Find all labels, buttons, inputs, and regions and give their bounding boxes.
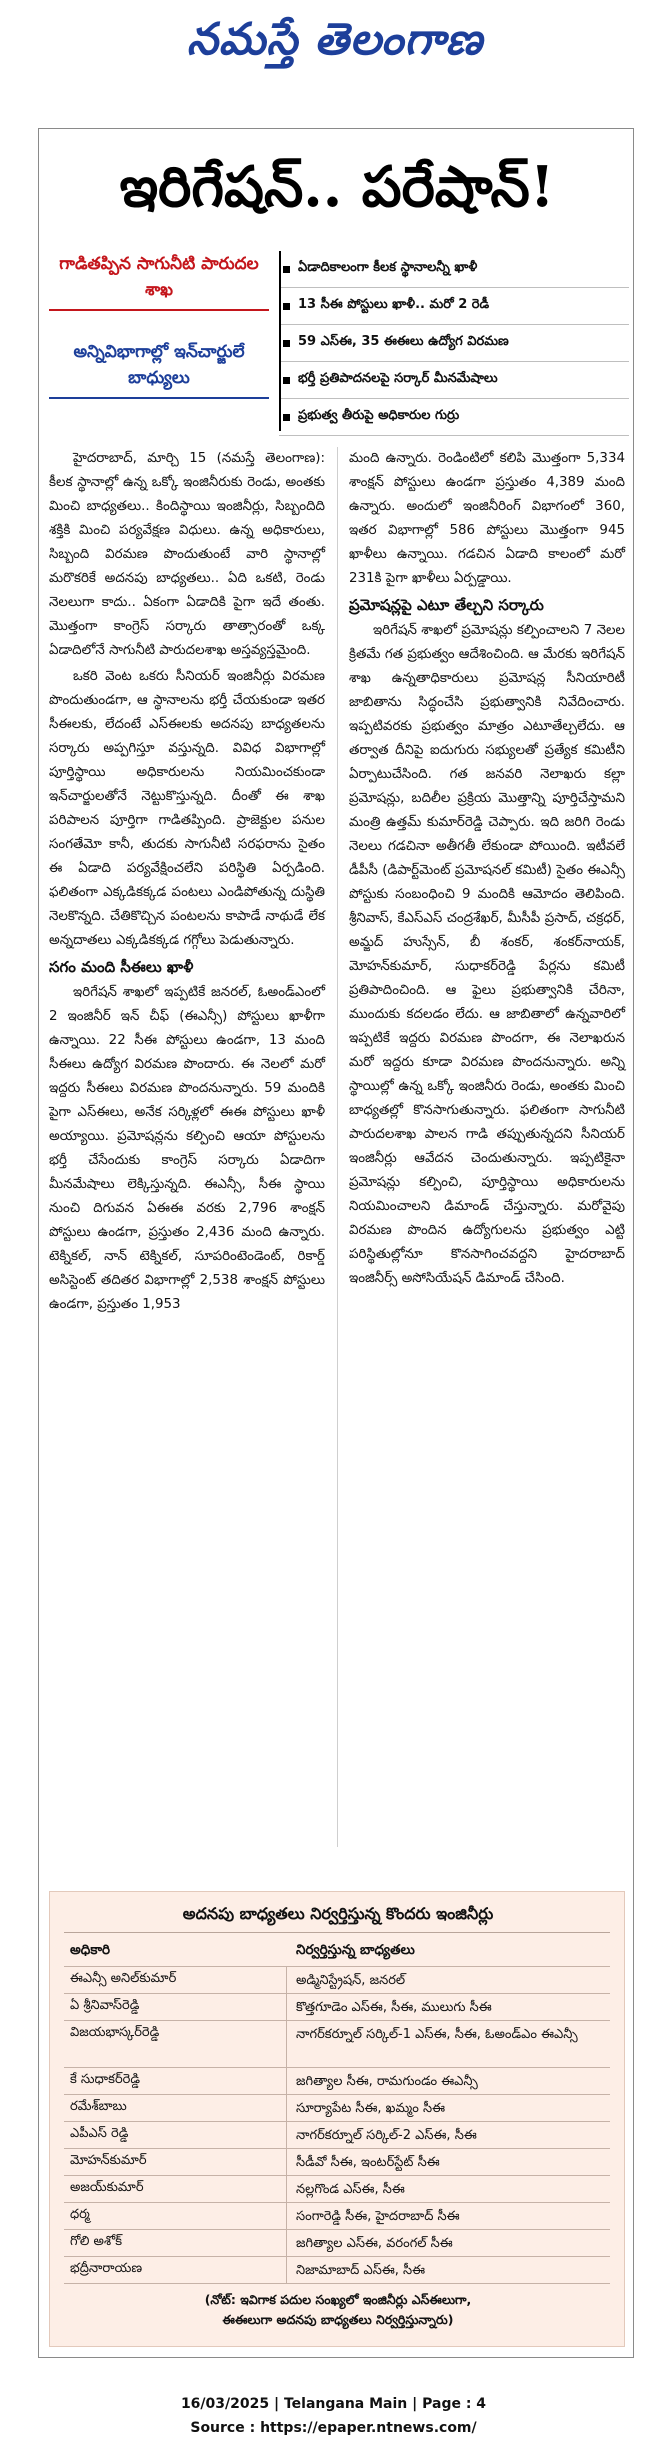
- highlights-list: [279, 251, 629, 436]
- cell-divider: [286, 2257, 287, 2283]
- table-header: [64, 1942, 610, 1964]
- header-duties: నిర్వర్తిస్తున్న బాధ్యతలు: [296, 1942, 415, 1958]
- square-bullet-icon: [283, 266, 290, 273]
- table-title: అదనపు బాధ్యతలు నిర్వర్తిస్తున్న కొందరు ఇంజినీర్లు: [182, 1904, 494, 1923]
- highlight-item: 59 ఎస్‌ఈ, 35 ఈఈలు ఉద్యోగ విరమణ: [279, 325, 629, 362]
- table-note-line: (నోట్: ఇవిగాక పదుల సంఖ్యలో ఇంజినీర్లు ఎస్‌ఈలుగా,: [204, 2292, 472, 2307]
- body-paragraph: హైదరాబాద్, మార్చి 15 (నమస్తే తెలంగాణ): కీలక స్థానాల్లో ఉన్న ఒక్కో ఇంజినీరుకు రెండు, అంతకు మించి బాధ్యతలు.. కిందిస్థాయి ఇంజినీర్లు, సిబ్బందిది శక్తికి మించి పర్యవేక్షణ విధులు. ఉన్న అధికారులు, సిబ్బంది విరమణ పొందుతుంటే వారి స్థానాల్లో మరొకరికే అదనపు బాధ్యతలు.. ఏది ఒకటి, రెండు నెలలుగా కాదు.. ఏకంగా ఏడాదికి పైగా ఇదే తంతు. మొత్తంగా కాంగ్రెస్ సర్కారు తాత్సారంతో ఒక్క ఏడాదిలోనే సాగునీటి పారుదలశాఖ అస్తవ్యస్తమైంది.: [49, 451, 325, 658]
- footer-edition-line: 16/03/2025 | Telangana Main | Page : 4: [180, 2396, 487, 2412]
- cell-divider: [286, 1994, 287, 2020]
- newspaper-masthead: [90, 6, 580, 74]
- left-column: [49, 447, 325, 1319]
- footer-source-link[interactable]: Source : https://epaper.ntnews.com/: [190, 2420, 477, 2436]
- table-note: [50, 2290, 626, 2330]
- table-row: [64, 2094, 610, 2121]
- body-paragraph: ఇరిగేషన్ శాఖలో ప్రమోషన్లు కల్పించాలని 7 నెలల క్రితమే గత ప్రభుత్వం ఆదేశించింది. ఆ మేరకు ఇరిగేషన్ శాఖ ఉన్నతాధికారులు ప్రమోషన్ల సీనియారిటీ జాబితాను సిద్ధంచేసి ప్రభుత్వానికి నివేదించారు. ఇప్పటివరకు ప్రభుత్వం మాత్రం ఎటూతేల్చలేదు. ఆ తర్వాత దీనిపై ఐదుగురు సభ్యులతో ప్రత్యేక కమిటీని ఏర్పాటుచేసింది. గత జనవరి నెలాఖరు కల్లా ప్రమోషన్లు, బదిలీల ప్రక్రియ మొత్తాన్ని పూర్తిచేస్తామని మంత్రి ఉత్తమ్ కుమార్‌రెడ్డి చెప్పారు. ఇది జరిగి రెండు నెలలు గడచినా అతీగతీ లేకుండా పోయింది. ఇటీవలే డీపీసీ (డిపార్ట్‌మెంట్ ప్రమోషనల్ కమిటీ) సైతం ఈఎన్సీ పోస్టుకు సంబంధించి 9 మందికి ఆమోదం తెలిపింది. శ్రీనివాస్, కేఎస్‌ఎస్ చంద్రశేఖర్, మీసీపీ ప్రసాద్, చక్రధర్, అమ్జద్ హుస్సేన్, బీ శంకర్, శంకర్‌నాయక్, మోహన్‌కుమార్, సుధాకర్‌రెడ్డి పేర్లను కమిటీ ప్రతిపాదించింది. ఆ ఫైలు ప్రభుత్వానికి చేరినా, ముందుకు కదలడం లేదు. ఆ జాబితాలో ఉన్నవారిలో ఇప్పటికే ఇద్దరు విరమణ పొందగా, ఈ నెలాఖరున మరో ఇద్దరు కూడా విరమణ పొందనున్నారు. అన్ని స్థాయిల్లో ఉన్న ఒక్కో ఇంజినీరు రెండు, అంతకు మించి బాధ్యతల్లో కొనసాగుతున్నారు. ఫలితంగా సాగునీటి పారుదలశాఖ పాలన గాడి తప్పుతున్నదని సీనియర్ ఇంజినీర్లు ఆవేదన చెందుతున్నారు. ఇప్పటికైనా ప్రమోషన్లు కల్పించి, పూర్తిస్థాయి అధికారులను నియమించాలని డిమాండ్ చేస్తున్నారు. మరోవైపు విరమణ పొందిన ఉద్యోగులను ప్రభుత్వం ఎట్టి పరిస్థితుల్లోనూ కొనసాగించవద్దని హైదరాబాద్ ఇంజినీర్స్ అసోసియేషన్ డిమాండ్ చేసింది.: [349, 623, 625, 1286]
- masthead-logo: నమస్తే తెలంగాణ: [186, 14, 484, 65]
- cell-divider: [286, 2230, 287, 2256]
- officer-duty: నాగర్‌కర్నూల్ సర్కిల్-2 ఎస్‌ఈ, సీఈ: [296, 2128, 477, 2143]
- table-row: [64, 2067, 610, 2094]
- officer-name: ఈఎన్సీ అనిల్‌కుమార్: [70, 1971, 177, 1986]
- article-clipping: [38, 128, 634, 2358]
- table-rows: [64, 1966, 610, 2284]
- cell-divider: [286, 2095, 287, 2121]
- table-title-rule: [64, 1932, 610, 1933]
- tag-blue: అన్నివిభాగాల్లో ఇన్‌చార్జులే బాధ్యులు: [49, 339, 269, 399]
- header-officer: అధికారి: [70, 1942, 111, 1958]
- tag-red: గాడితప్పిన సాగునీటి పారుదల శాఖ: [49, 251, 269, 311]
- cell-divider: [286, 2122, 287, 2148]
- highlight-item: భర్తీ ప్రతిపాదనలపై సర్కార్ మీనమేషాలు: [279, 362, 629, 399]
- officer-name: భద్రీనారాయణ: [70, 2261, 143, 2276]
- officer-name: ధర్మ: [70, 2207, 90, 2222]
- column-divider: [337, 447, 338, 1847]
- square-bullet-icon: [283, 340, 290, 347]
- officer-name: కే సుధాకర్‌రెడ్డి: [70, 2072, 140, 2087]
- officer-name: రమేశ్‌బాబు: [70, 2099, 127, 2114]
- highlight-item: ఏడాదికాలంగా కీలక స్థానాలన్నీ ఖాళీ: [279, 251, 629, 288]
- officer-duty: సంగారెడ్డి సీఈ, హైదరాబాద్ సీఈ: [296, 2209, 460, 2224]
- highlight-item: 13 సీఈ పోస్టులు ఖాళీ.. మరో 2 రెడీ: [279, 288, 629, 325]
- table-row: [64, 2229, 610, 2256]
- officer-duty: అడ్మినిస్ట్రేషన్, జనరల్: [296, 1973, 406, 1988]
- article-body: [49, 447, 625, 1887]
- cell-divider: [286, 2149, 287, 2175]
- article-headline: ఇరిగేషన్.. పరేషాన్!: [119, 154, 555, 220]
- officer-name: విజయభాస్కర్‌రెడ్డి: [70, 2025, 160, 2040]
- officer-duty: జగిత్యాల ఎస్‌ఈ, వరంగల్ సీఈ: [296, 2236, 453, 2251]
- table-row: [64, 2202, 610, 2229]
- body-paragraph: ఒకరి వెంట ఒకరు సీనియర్ ఇంజినీర్లు విరమణ పొందుతుండగా, ఆ స్థానాలను భర్తీ చేయకుండా ఇతర సీఈలకు, లేదంటే ఎస్‌ఈలకు అదనపు బాధ్యతలను సర్కారు అప్పగిస్తూ వస్తున్నది. వివిధ విభాగాల్లో పూర్తిస్థాయి అధికారులను నియమించకుండా ఇన్‌చార్జులతోనే నెట్టుకొస్తున్నది. దీంతో ఈ శాఖ పరిపాలన పూర్తిగా గాడితప్పింది. ప్రాజెక్టుల పనుల సంగతేమో కానీ, తుదకు సాగునీటి సరఫరాను సైతం ఈ ఏడాది పర్యవేక్షించలేని పరిస్థితి ఏర్పడింది. ఫలితంగా ఎక్కడికక్కడ పంటలు ఎండిపోతున్న దుస్థితి నెలకొన్నది. చేతికొచ్చిన పంటలను కాపాడే నాథుడే లేక అన్నదాతలు ఎక్కడికక్కడ గగ్గోలు పెడుతున్నారు.: [49, 669, 325, 948]
- table-row: [64, 2020, 610, 2067]
- table-note-line: ఈఈలుగా అదనపు బాధ్యతలు నిర్వర్తిస్తున్నారు): [222, 2312, 454, 2327]
- table-row: [64, 2175, 610, 2202]
- section-subhead: ప్రమోషన్లపై ఎటూ తేల్చని సర్కారు: [349, 596, 544, 614]
- officer-name: ఏ శ్రీనివాస్‌రెడ్డి: [70, 1998, 140, 2013]
- page-footer: [0, 2392, 667, 2440]
- table-row: [64, 2256, 610, 2284]
- table-row: [64, 1993, 610, 2020]
- duties-table-box: [49, 1891, 625, 2347]
- officer-name: మోహన్‌కుమార్: [70, 2153, 147, 2168]
- section-subhead: సగం మంది సీఈలు ఖాళీ: [49, 958, 194, 976]
- table-row: [64, 2121, 610, 2148]
- officer-duty: జగిత్యాల సీఈ, రామగుండం ఈఎన్సీ: [296, 2074, 478, 2089]
- cell-divider: [286, 2068, 287, 2094]
- officer-duty: నల్లగొండ ఎస్‌ఈ, సీఈ: [296, 2182, 405, 2197]
- cell-divider: [286, 1967, 287, 1993]
- cell-divider: [286, 2203, 287, 2229]
- officer-duty: సీడీవో సీఈ, ఇంటర్‌స్టేట్ సీఈ: [296, 2155, 440, 2170]
- body-paragraph: మంది ఉన్నారు. రెండింటిలో కలిపి మొత్తంగా 5,334 శాంక్షన్ పోస్టులు ఉండగా ప్రస్తుతం 4,389 మంది ఉన్నారు. అందులో ఇంజినీరింగ్ విభాగంలో 360, ఇతర విభాగాల్లో 586 పోస్టులు మొత్తంగా 945 ఖాళీలు ఉన్నాయి. గడచిన ఏడాది కాలంలో మరో 231కి పైగా ఖాళీలు ఏర్పడ్డాయి.: [349, 451, 625, 586]
- body-paragraph: ఇరిగేషన్ శాఖలో ఇప్పటికే జనరల్, ఓఅండ్‌ఎంలో 2 ఇంజినీర్ ఇన్ చీఫ్ (ఈఎన్సీ) పోస్టులు ఖాళీగా ఉన్నాయి. 22 సీఈ పోస్టులు ఉండగా, 13 మంది సీఈలు ఉద్యోగ విరమణ పొందారు. ఈ నెలలో మరో ఇద్దరు సీఈలు విరమణ పొందనున్నారు. 59 మందికి పైగా ఎస్‌ఈలు, అనేక సర్కిళ్లలో ఈఈ పోస్టులు ఖాళీ అయ్యాయి. ప్రమోషన్లను కల్పించి ఆయా పోస్టులను భర్తీ చేసేందుకు కాంగ్రెస్ సర్కారు ఏడాదిగా మీనమేషాలు లెక్కిస్తున్నది. ఈఎన్సీ, సీఈ స్థాయి నుంచి దిగువన ఏఈఈ వరకు 2,796 శాంక్షన్ పోస్టులు ఉండగా, ప్రస్తుతం 2,436 మంది ఉన్నారు. టెక్నికల్, నాన్ టెక్నికల్, సూపరింటెండెంట్, రికార్డ్ అసిస్టెంట్ తదితర విభాగాల్లో 2,538 శాంక్షన్ పోస్టులు ఉండగా, ప్రస్తుతం 1,953: [49, 985, 325, 1312]
- square-bullet-icon: [283, 414, 290, 421]
- right-column: [349, 447, 625, 1293]
- officer-duty: సూర్యాపేట సీఈ, ఖమ్మం సీఈ: [296, 2101, 446, 2116]
- officer-name: గోలి అశోక్: [70, 2234, 122, 2249]
- square-bullet-icon: [283, 377, 290, 384]
- highlights-divider: [279, 251, 281, 431]
- officer-duty: నిజామాబాద్ ఎస్‌ఈ, సీఈ: [296, 2263, 426, 2278]
- table-row: [64, 2148, 610, 2175]
- officer-duty: కొత్తగూడెం ఎస్‌ఈ, సీఈ, ములుగు సీఈ: [296, 2000, 492, 2015]
- cell-divider: [286, 2021, 287, 2067]
- square-bullet-icon: [283, 303, 290, 310]
- officer-name: అజయ్‌కుమార్: [70, 2180, 144, 2195]
- highlight-item: ప్రభుత్వ తీరుపై అధికారుల గుర్రు: [279, 399, 629, 436]
- table-row: [64, 1966, 610, 1993]
- officer-name: ఎపీఎస్ రెడ్డి: [70, 2126, 129, 2141]
- officer-duty: నాగర్‌కర్నూల్ సర్కిల్-1 ఎస్‌ఈ, సీఈ, ఓఅండ్‌ఎం ఈఎన్సీ: [296, 2027, 578, 2042]
- cell-divider: [286, 2176, 287, 2202]
